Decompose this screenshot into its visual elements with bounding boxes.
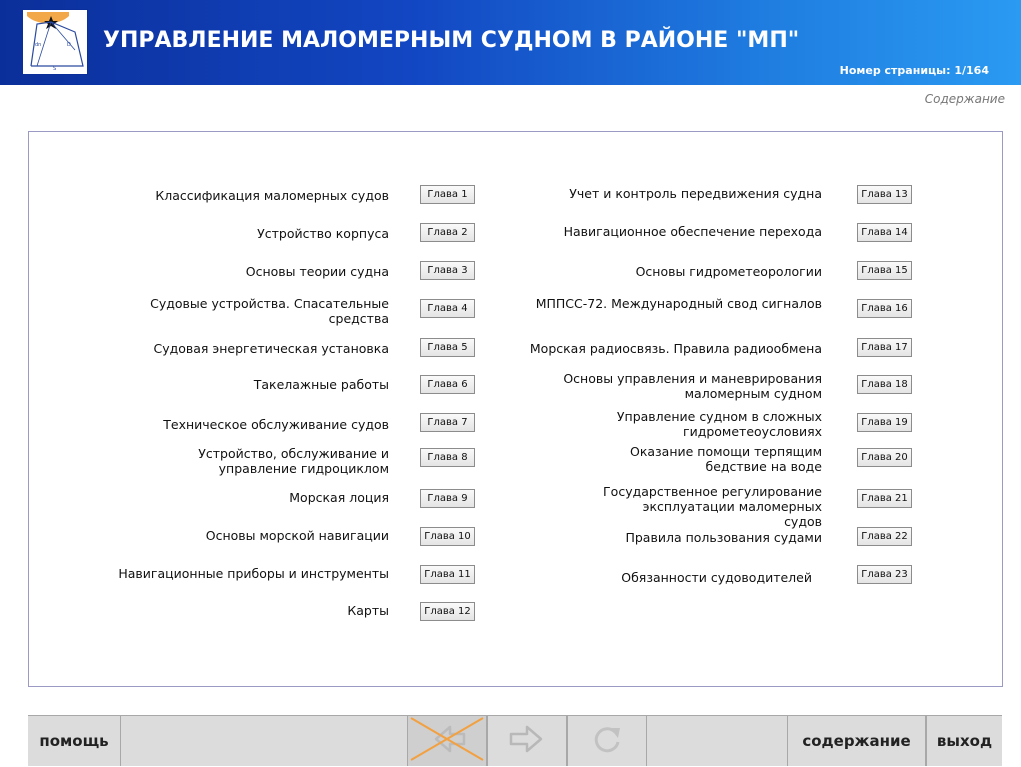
chapter-label-5: Судовая энергетическая установка — [153, 341, 389, 356]
page-number: Номер страницы: 1/164 — [839, 64, 989, 77]
exit-button[interactable]: выход — [926, 716, 1002, 766]
chapter-label-7: Техническое обслуживание судов — [163, 417, 389, 432]
section-title: Содержание — [924, 92, 1005, 106]
chapter-button-22[interactable]: Глава 22 — [857, 527, 912, 546]
chapter-label-18: Основы управления и маневрирования маломерным судном — [563, 371, 822, 401]
chapter-label-4: Судовые устройства. Спасательные средства — [150, 296, 389, 326]
chapter-label-10: Основы морской навигации — [205, 528, 389, 543]
contents-panel — [28, 131, 1003, 687]
forward-button[interactable] — [487, 716, 567, 766]
contents-button[interactable]: содержание — [787, 716, 926, 766]
chapter-label-21: Государственное регулирование эксплуатации маломерных судов — [603, 484, 822, 529]
chapter-button-10[interactable]: Глава 10 — [420, 527, 475, 546]
chapter-label-23: Обязанности судоводителей — [621, 570, 812, 585]
chapter-label-12: Карты — [347, 603, 389, 618]
back-button[interactable] — [407, 716, 487, 766]
chapter-label-20: Оказание помощи терпящим бедствие на воде — [629, 444, 822, 474]
svg-text:D: D — [67, 42, 71, 48]
chapter-button-9[interactable]: Глава 9 — [420, 489, 475, 508]
chapter-button-13[interactable]: Глава 13 — [857, 185, 912, 204]
chapter-label-3: Основы теории судна — [245, 264, 389, 279]
chapter-label-6: Такелажные работы — [253, 377, 389, 392]
chapter-button-17[interactable]: Глава 17 — [857, 338, 912, 357]
reload-icon — [590, 722, 624, 760]
chapter-button-14[interactable]: Глава 14 — [857, 223, 912, 242]
chapter-label-22: Правила пользования судами — [625, 530, 822, 545]
chapter-button-15[interactable]: Глава 15 — [857, 261, 912, 280]
chapter-button-23[interactable]: Глава 23 — [857, 565, 912, 584]
footer-toolbar — [28, 715, 1002, 766]
chapter-label-13: Учет и контроль передвижения судна — [569, 186, 822, 201]
chapter-button-6[interactable]: Глава 6 — [420, 375, 475, 394]
chapter-label-9: Морская лоция — [289, 490, 389, 505]
chapter-label-2: Устройство корпуса — [257, 226, 389, 241]
back-arrow-disabled-icon — [408, 715, 486, 767]
chapter-label-8: Устройство, обслуживание и управление гидроциклом — [198, 446, 389, 476]
chapter-label-1: Классификация маломерных судов — [155, 188, 389, 203]
chapter-button-20[interactable]: Глава 20 — [857, 448, 912, 467]
chapter-label-16: МППСС-72. Международный свод сигналов — [535, 296, 822, 311]
svg-text:S: S — [53, 66, 57, 72]
chapter-button-4[interactable]: Глава 4 — [420, 299, 475, 318]
chapter-label-11: Навигационные приборы и инструменты — [118, 566, 389, 581]
svg-text:dn: dn — [35, 42, 42, 48]
chapter-button-1[interactable]: Глава 1 — [420, 185, 475, 204]
forward-arrow-icon — [505, 723, 549, 759]
app-logo-icon — [22, 9, 88, 75]
chapter-button-18[interactable]: Глава 18 — [857, 375, 912, 394]
chapter-button-7[interactable]: Глава 7 — [420, 413, 475, 432]
chapter-label-19: Управление судном в сложных гидрометеоусловиях — [616, 409, 822, 439]
chapter-label-15: Основы гидрометеорологии — [635, 264, 822, 279]
header-bar — [0, 0, 1021, 85]
chapter-button-11[interactable]: Глава 11 — [420, 565, 475, 584]
chapter-button-19[interactable]: Глава 19 — [857, 413, 912, 432]
chapter-label-17: Морская радиосвязь. Правила радиообмена — [529, 341, 822, 356]
chapter-button-8[interactable]: Глава 8 — [420, 448, 475, 467]
app-title: УПРАВЛЕНИЕ МАЛОМЕРНЫМ СУДНОМ В РАЙОНЕ "МП" — [103, 28, 800, 53]
reload-button[interactable] — [567, 716, 647, 766]
help-button[interactable]: помощь — [28, 716, 121, 766]
chapter-button-16[interactable]: Глава 16 — [857, 299, 912, 318]
chapter-button-2[interactable]: Глава 2 — [420, 223, 475, 242]
chapter-button-12[interactable]: Глава 12 — [420, 602, 475, 621]
chapter-button-3[interactable]: Глава 3 — [420, 261, 475, 280]
chapter-label-14: Навигационное обеспечение перехода — [563, 224, 822, 239]
chapter-button-21[interactable]: Глава 21 — [857, 489, 912, 508]
chapter-button-5[interactable]: Глава 5 — [420, 338, 475, 357]
